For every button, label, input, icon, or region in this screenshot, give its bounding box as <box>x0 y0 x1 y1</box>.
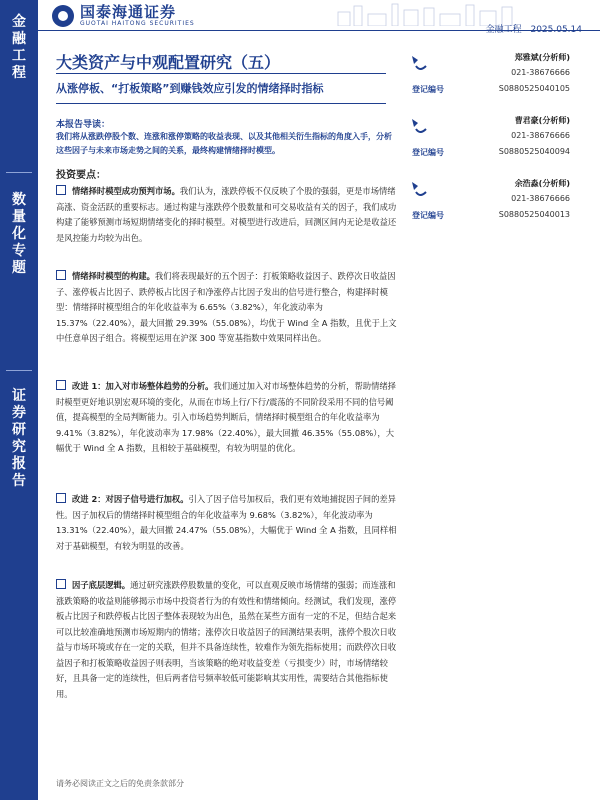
analyst-card <box>400 48 590 111</box>
analyst-list <box>400 48 590 237</box>
report-subtitle: 从涨停板、“打板策略”到赚钱效应引发的情绪择时指标 <box>56 82 324 95</box>
checkbox-icon <box>56 380 66 390</box>
key-point <box>56 492 401 554</box>
key-point <box>56 269 401 347</box>
analyst-logo-icon <box>408 178 430 200</box>
analyst-card <box>400 174 590 237</box>
checkbox-icon <box>56 493 66 503</box>
subtitle-divider <box>56 103 386 104</box>
registration-number: S0880525040105 <box>498 84 570 93</box>
brand-name: 国泰海通证券 <box>80 3 177 21</box>
checkbox-icon <box>56 185 66 195</box>
registration-number: S0880525040013 <box>498 210 570 219</box>
point-text: 引入了因子信号加权后，我们更有效地捕捉因子间的差异性。因子加权后的情绪择时模型组合的年化收益率为 9.68%（3.82%），年化波动率为 13.31%（22.40%），最大回撤 24.47%（55.08%），大幅优于 Wind 全 A 指数，且同样相对于基础模型，有较为明显的改善。 <box>56 494 397 551</box>
brand-name-en: GUOTAI HAITONG SECURITIES <box>80 20 195 27</box>
analyst-phone: 021-38676666 <box>511 131 570 140</box>
point-lead: 改进 1：加入对市场整体趋势的分析。 <box>72 381 214 391</box>
analyst-name: 余浩淼(分析师) <box>514 179 570 188</box>
logo-icon <box>52 5 74 27</box>
analyst-logo-icon <box>408 52 430 74</box>
registration-label: 登记编号 <box>412 85 444 94</box>
point-lead: 情绪择时模型成功预判市场。 <box>72 186 180 196</box>
point-text: 我们认为，涨跌停板不仅反映了个股的强弱，更是市场情绪高涨、资金活跃的重要标志。通过构建与涨跌停个股数量和可交易收益有关的因子，我们成功构建了能够预测市场短期情绪变化的择时模型。对模型进行改进后，回测区间内无论是收益还是风控能力均较为出色。 <box>56 186 397 243</box>
checkbox-icon <box>56 270 66 280</box>
point-lead: 因子底层逻辑。 <box>72 580 131 590</box>
report-date: 2025.05.14 <box>530 25 582 35</box>
sidebar-divider <box>6 370 32 371</box>
analyst-name: 郑雅斌(分析师) <box>514 53 570 62</box>
point-text: 我们将表现最好的五个因子：打板策略收益因子、跌停次日收益因子、涨停板占比因子、跌停板占比因子和净涨停占比因子发出的信号进行整合，构建择时模型：情绪择时模型组合的年化收益率为 6.65%（3.82%），年化波动率为 15.37%（22.40%），最大回撤 29.39%（55.08%），均优于 Wind 全 A 指数，且优于上文中任意单因子组合。将模型运用在沪深 300 等宽基指数中效果同样出色。 <box>56 271 397 343</box>
page-header <box>38 0 600 35</box>
footer-disclaimer: 请务必阅读正文之后的免责条款部分 <box>56 779 184 788</box>
key-point <box>56 184 401 246</box>
point-lead: 改进 2：对因子信号进行加权。 <box>72 494 189 504</box>
sidebar-label-quant-topic: 数 量 化 专 题 <box>12 192 26 276</box>
analyst-logo-icon <box>408 115 430 137</box>
guide-text: 我们将从涨跌停股个数、连涨和涨停策略的收益表现、以及其他相关衍生指标的角度入手，分析这些因子与未来市场走势之间的关系，最终构建情绪择时模型。 <box>56 132 392 155</box>
registration-label: 登记编号 <box>412 148 444 157</box>
point-text: 我们通过加入对市场整体趋势的分析，帮助情绪择时模型更好地识别宏观环境的变化，从而在市场上行/下行/震荡的不同阶段采用不同的信号阈值，提高模型的全局判断能力。引入市场趋势判断后，情绪择时模型组合的年化收益率为 9.41%（3.82%），年化波动率为 17.98%（22.40%），最大回撤 46.35%（55.08%），大幅优于 Wind 全 A 指数，且相较于基础模型，有较为明显的优化。 <box>56 381 396 453</box>
sidebar-divider <box>6 172 32 173</box>
sidebar-label-research-report: 证 券 研 究 报 告 <box>12 388 26 489</box>
analyst-phone: 021-38676666 <box>511 68 570 77</box>
key-point <box>56 379 401 457</box>
header-meta <box>480 22 582 35</box>
report-category: 金融工程 <box>485 25 522 35</box>
point-lead: 情绪择时模型的构建。 <box>72 271 155 281</box>
analyst-name: 曹君豪(分析师) <box>514 116 570 125</box>
registration-label: 登记编号 <box>412 211 444 220</box>
sidebar-label-financial-engineering: 金 融 工 程 <box>12 14 26 81</box>
guide-heading: 本报告导读： <box>56 120 111 130</box>
title-divider <box>56 73 386 74</box>
checkbox-icon <box>56 579 66 589</box>
report-title: 大类资产与中观配置研究（五） <box>56 53 281 72</box>
analyst-phone: 021-38676666 <box>511 194 570 203</box>
sidebar <box>0 0 38 800</box>
points-heading: 投资要点： <box>56 170 106 181</box>
key-point <box>56 578 401 702</box>
brand-logo <box>52 4 195 27</box>
registration-number: S0880525040094 <box>498 147 570 156</box>
analyst-card <box>400 111 590 174</box>
point-text: 通过研究涨跌停股数量的变化，可以直观反映市场情绪的强弱；而连涨和涨跌策略的收益则能够揭示市场中投资者行为的有效性和情绪倾向。经测试，我们发现，涨停板占比因子和跌停板占比因子整体表现较为出色，虽然在某些方面有一定的不足，但结合起来可以比较准确地预测市场短期内的情绪；涨停次日收益因子的回测结果表明，涨停个股次日收益与市场环境或存在一定的关联，但并不具备连续性，较难作为领先指标使用；而跌停次日收益因子和打板策略收益因子则表明，当该策略的绝对收益变差（亏损变少）时，市场情绪较好，且具备一定的连续性，但后两者信号频率较低可能影响其实用性，需要结合其他指标使用。 <box>56 580 397 699</box>
